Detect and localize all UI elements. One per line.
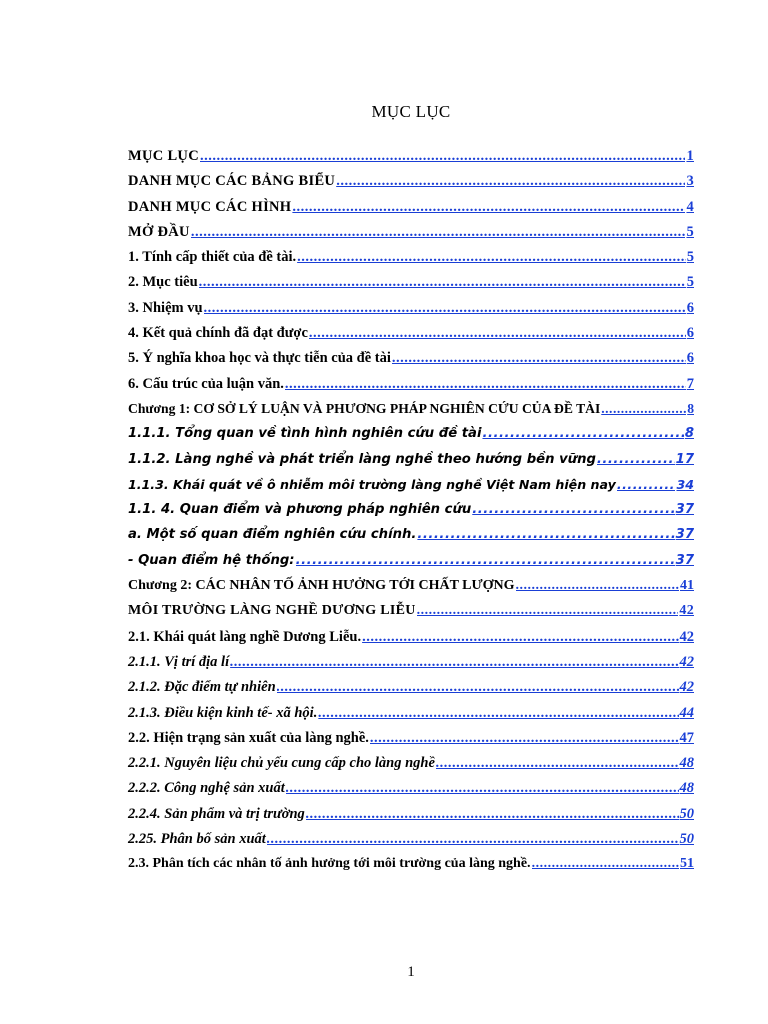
toc-entry-page[interactable]: 37 — [675, 552, 694, 568]
toc-entry-page[interactable]: 17 — [675, 451, 694, 467]
toc-entry-page[interactable]: 42 — [679, 603, 694, 619]
toc-leader[interactable] — [472, 502, 674, 517]
toc-leader[interactable] — [436, 755, 679, 772]
toc-entry-page[interactable]: 42 — [679, 653, 694, 670]
toc-entry[interactable] — [128, 856, 694, 881]
toc-leader[interactable] — [597, 452, 675, 467]
toc-entry-label: Chương 1: CƠ SỞ LÝ LUẬN VÀ PHƯƠNG PHÁP NGHIÊN CỨU CỦA ĐỀ TÀI — [128, 400, 601, 416]
toc-leader[interactable] — [336, 173, 685, 190]
toc-leader[interactable] — [199, 274, 686, 291]
toc-entry-label: Chương 2: CÁC NHÂN TỐ ẢNH HƯỞNG TỚI CHẤT LƯỢNG — [128, 578, 515, 594]
toc-leader[interactable] — [292, 199, 685, 216]
toc-entry[interactable] — [128, 654, 694, 679]
toc-entry-page[interactable]: 4 — [686, 198, 694, 215]
toc-entry-label: 2.1. Khái quát làng nghề Dương Liễu. — [128, 628, 362, 645]
toc-entry-page[interactable]: 37 — [675, 502, 694, 518]
toc-entry-label: 1.1. 4. Quan điểm và phương pháp nghiên cứu — [128, 502, 472, 518]
toc-entry-label: 4. Kết quả chính đã đạt được — [128, 325, 308, 342]
toc-leader[interactable] — [267, 831, 679, 848]
toc-leader[interactable] — [277, 679, 679, 696]
toc-entry-label: 2.2.1. Nguyên liệu chủ yếu cung cấp cho làng nghề — [128, 755, 435, 772]
toc-entry-page[interactable]: 5 — [686, 249, 694, 266]
toc-entry-label: MÔI TRƯỜNG LÀNG NGHỀ DƯƠNG LIỄU — [128, 603, 416, 619]
toc-entry[interactable] — [128, 350, 694, 375]
toc-leader[interactable] — [516, 578, 679, 594]
toc-entry-page[interactable]: 41 — [680, 578, 694, 594]
table-of-contents — [128, 148, 694, 882]
toc-leader[interactable] — [617, 477, 676, 492]
toc-entry-label: 2.1.2. Đặc điểm tự nhiên — [128, 679, 276, 696]
toc-leader[interactable] — [370, 730, 679, 747]
toc-entry[interactable] — [128, 780, 694, 805]
toc-entry-page[interactable]: 42 — [679, 679, 694, 696]
toc-entry-label: 1.1.1. Tổng quan về tình hình nghiên cứu đề tài — [128, 426, 482, 442]
toc-entry[interactable] — [128, 679, 694, 704]
toc-entry[interactable] — [128, 148, 694, 173]
toc-leader[interactable] — [362, 629, 678, 646]
toc-entry[interactable] — [128, 755, 694, 780]
toc-entry-label: 2. Mục tiêu — [128, 274, 198, 291]
toc-entry-page[interactable]: 5 — [686, 223, 694, 240]
toc-entry-page[interactable]: 8 — [687, 400, 694, 416]
toc-leader[interactable] — [296, 553, 675, 568]
toc-entry[interactable] — [128, 502, 694, 527]
toc-entry-page[interactable]: 6 — [686, 325, 694, 342]
toc-entry-label: DANH MỤC CÁC BẢNG BIỂU — [128, 173, 336, 190]
toc-entry[interactable] — [128, 831, 694, 856]
toc-entry-label: 2.3. Phân tích các nhân tố ảnh hưởng tới môi trường của làng nghề. — [128, 856, 531, 872]
toc-leader[interactable] — [417, 527, 674, 542]
toc-leader[interactable] — [230, 654, 678, 671]
toc-entry-page[interactable]: 37 — [675, 527, 694, 543]
toc-entry-chapter[interactable] — [128, 603, 694, 628]
toc-entry-page[interactable]: 48 — [679, 780, 694, 797]
toc-entry-label: a. Một số quan điểm nghiên cứu chính. — [128, 527, 417, 543]
toc-entry-label: 2.1.3. Điều kiện kinh tế- xã hội. — [128, 704, 318, 721]
toc-entry[interactable] — [128, 426, 694, 451]
toc-entry-chapter[interactable] — [128, 401, 694, 426]
toc-entry[interactable] — [128, 325, 694, 350]
toc-leader[interactable] — [417, 603, 679, 619]
toc-entry-label: MỞ ĐẦU — [128, 223, 190, 240]
toc-entry[interactable] — [128, 705, 694, 730]
toc-leader[interactable] — [200, 148, 685, 165]
toc-leader[interactable] — [482, 426, 683, 441]
toc-entry-page[interactable]: 50 — [679, 831, 694, 848]
toc-leader[interactable] — [297, 249, 686, 266]
toc-entry-page[interactable]: 8 — [684, 426, 694, 442]
toc-entry[interactable] — [128, 249, 694, 274]
toc-entry[interactable] — [128, 274, 694, 299]
toc-entry-label: 2.2.2. Công nghệ sản xuất — [128, 780, 285, 797]
toc-entry-label: 3. Nhiệm vụ — [128, 299, 203, 316]
toc-leader[interactable] — [285, 376, 686, 393]
toc-title: MỤC LỤC — [371, 102, 451, 121]
toc-entry-label: DANH MỤC CÁC HÌNH — [128, 198, 292, 215]
toc-entry-label: - Quan điểm hệ thống: — [128, 552, 295, 568]
toc-entry-label: 1.1.3. Khái quát về ô nhiễm môi trường làng nghề Việt Nam hiện nay — [128, 476, 616, 492]
toc-entry-page[interactable]: 47 — [679, 729, 694, 746]
toc-leader[interactable] — [309, 325, 686, 342]
toc-entry-label: 2.1.1. Vị trí địa lí — [128, 653, 230, 670]
toc-entry[interactable] — [128, 224, 694, 249]
toc-leader[interactable] — [286, 780, 679, 797]
page-number: 1 — [407, 964, 415, 980]
toc-entry-label: 1. Tính cấp thiết của đề tài. — [128, 249, 297, 266]
toc-entry-label: 2.25. Phân bố sản xuất — [128, 831, 266, 848]
toc-leader[interactable] — [191, 224, 686, 241]
toc-entry[interactable] — [128, 199, 694, 224]
toc-entry-page[interactable]: 42 — [679, 628, 694, 645]
toc-entry-page[interactable]: 3 — [686, 173, 694, 190]
toc-entry-page[interactable]: 51 — [680, 856, 694, 872]
toc-entry[interactable] — [128, 300, 694, 325]
toc-entry-page[interactable]: 44 — [679, 704, 694, 721]
toc-entry[interactable] — [128, 477, 694, 502]
toc-entry-label: 6. Cấu trúc của luận văn. — [128, 375, 284, 392]
toc-leader[interactable] — [392, 350, 686, 367]
toc-leader[interactable] — [532, 856, 679, 872]
toc-entry[interactable] — [128, 629, 694, 654]
toc-entry[interactable] — [128, 730, 694, 755]
toc-leader[interactable] — [601, 401, 686, 417]
toc-entry-page[interactable]: 6 — [686, 350, 694, 367]
toc-entry-page[interactable]: 5 — [686, 274, 694, 291]
toc-entry-page[interactable]: 50 — [679, 805, 694, 822]
toc-entry-page[interactable]: 7 — [686, 375, 694, 392]
toc-entry-label: 1.1.2. Làng nghề và phát triển làng nghề theo hướng bền vững — [128, 451, 596, 467]
toc-entry-page[interactable]: 6 — [686, 299, 694, 316]
toc-entry-label: MỤC LỤC — [128, 148, 199, 164]
toc-entry-chapter[interactable] — [128, 578, 694, 603]
toc-entry-label: 5. Ý nghĩa khoa học và thực tiễn của đề tài — [128, 350, 391, 367]
toc-entry-page[interactable]: 34 — [676, 476, 694, 492]
toc-entry[interactable] — [128, 376, 694, 401]
toc-entry-label: 2.2. Hiện trạng sản xuất của làng nghề. — [128, 729, 369, 746]
toc-leader[interactable] — [318, 705, 678, 722]
toc-entry[interactable] — [128, 806, 694, 831]
toc-entry[interactable] — [128, 452, 694, 477]
toc-entry-page[interactable]: 1 — [686, 148, 694, 164]
toc-entry[interactable] — [128, 553, 694, 578]
toc-entry[interactable] — [128, 173, 694, 198]
toc-entry-label: 2.2.4. Sản phẩm và trị trường — [128, 805, 305, 822]
toc-entry-page[interactable]: 48 — [679, 755, 694, 772]
toc-leader[interactable] — [204, 300, 686, 317]
toc-entry[interactable] — [128, 527, 694, 552]
toc-leader[interactable] — [306, 806, 679, 823]
